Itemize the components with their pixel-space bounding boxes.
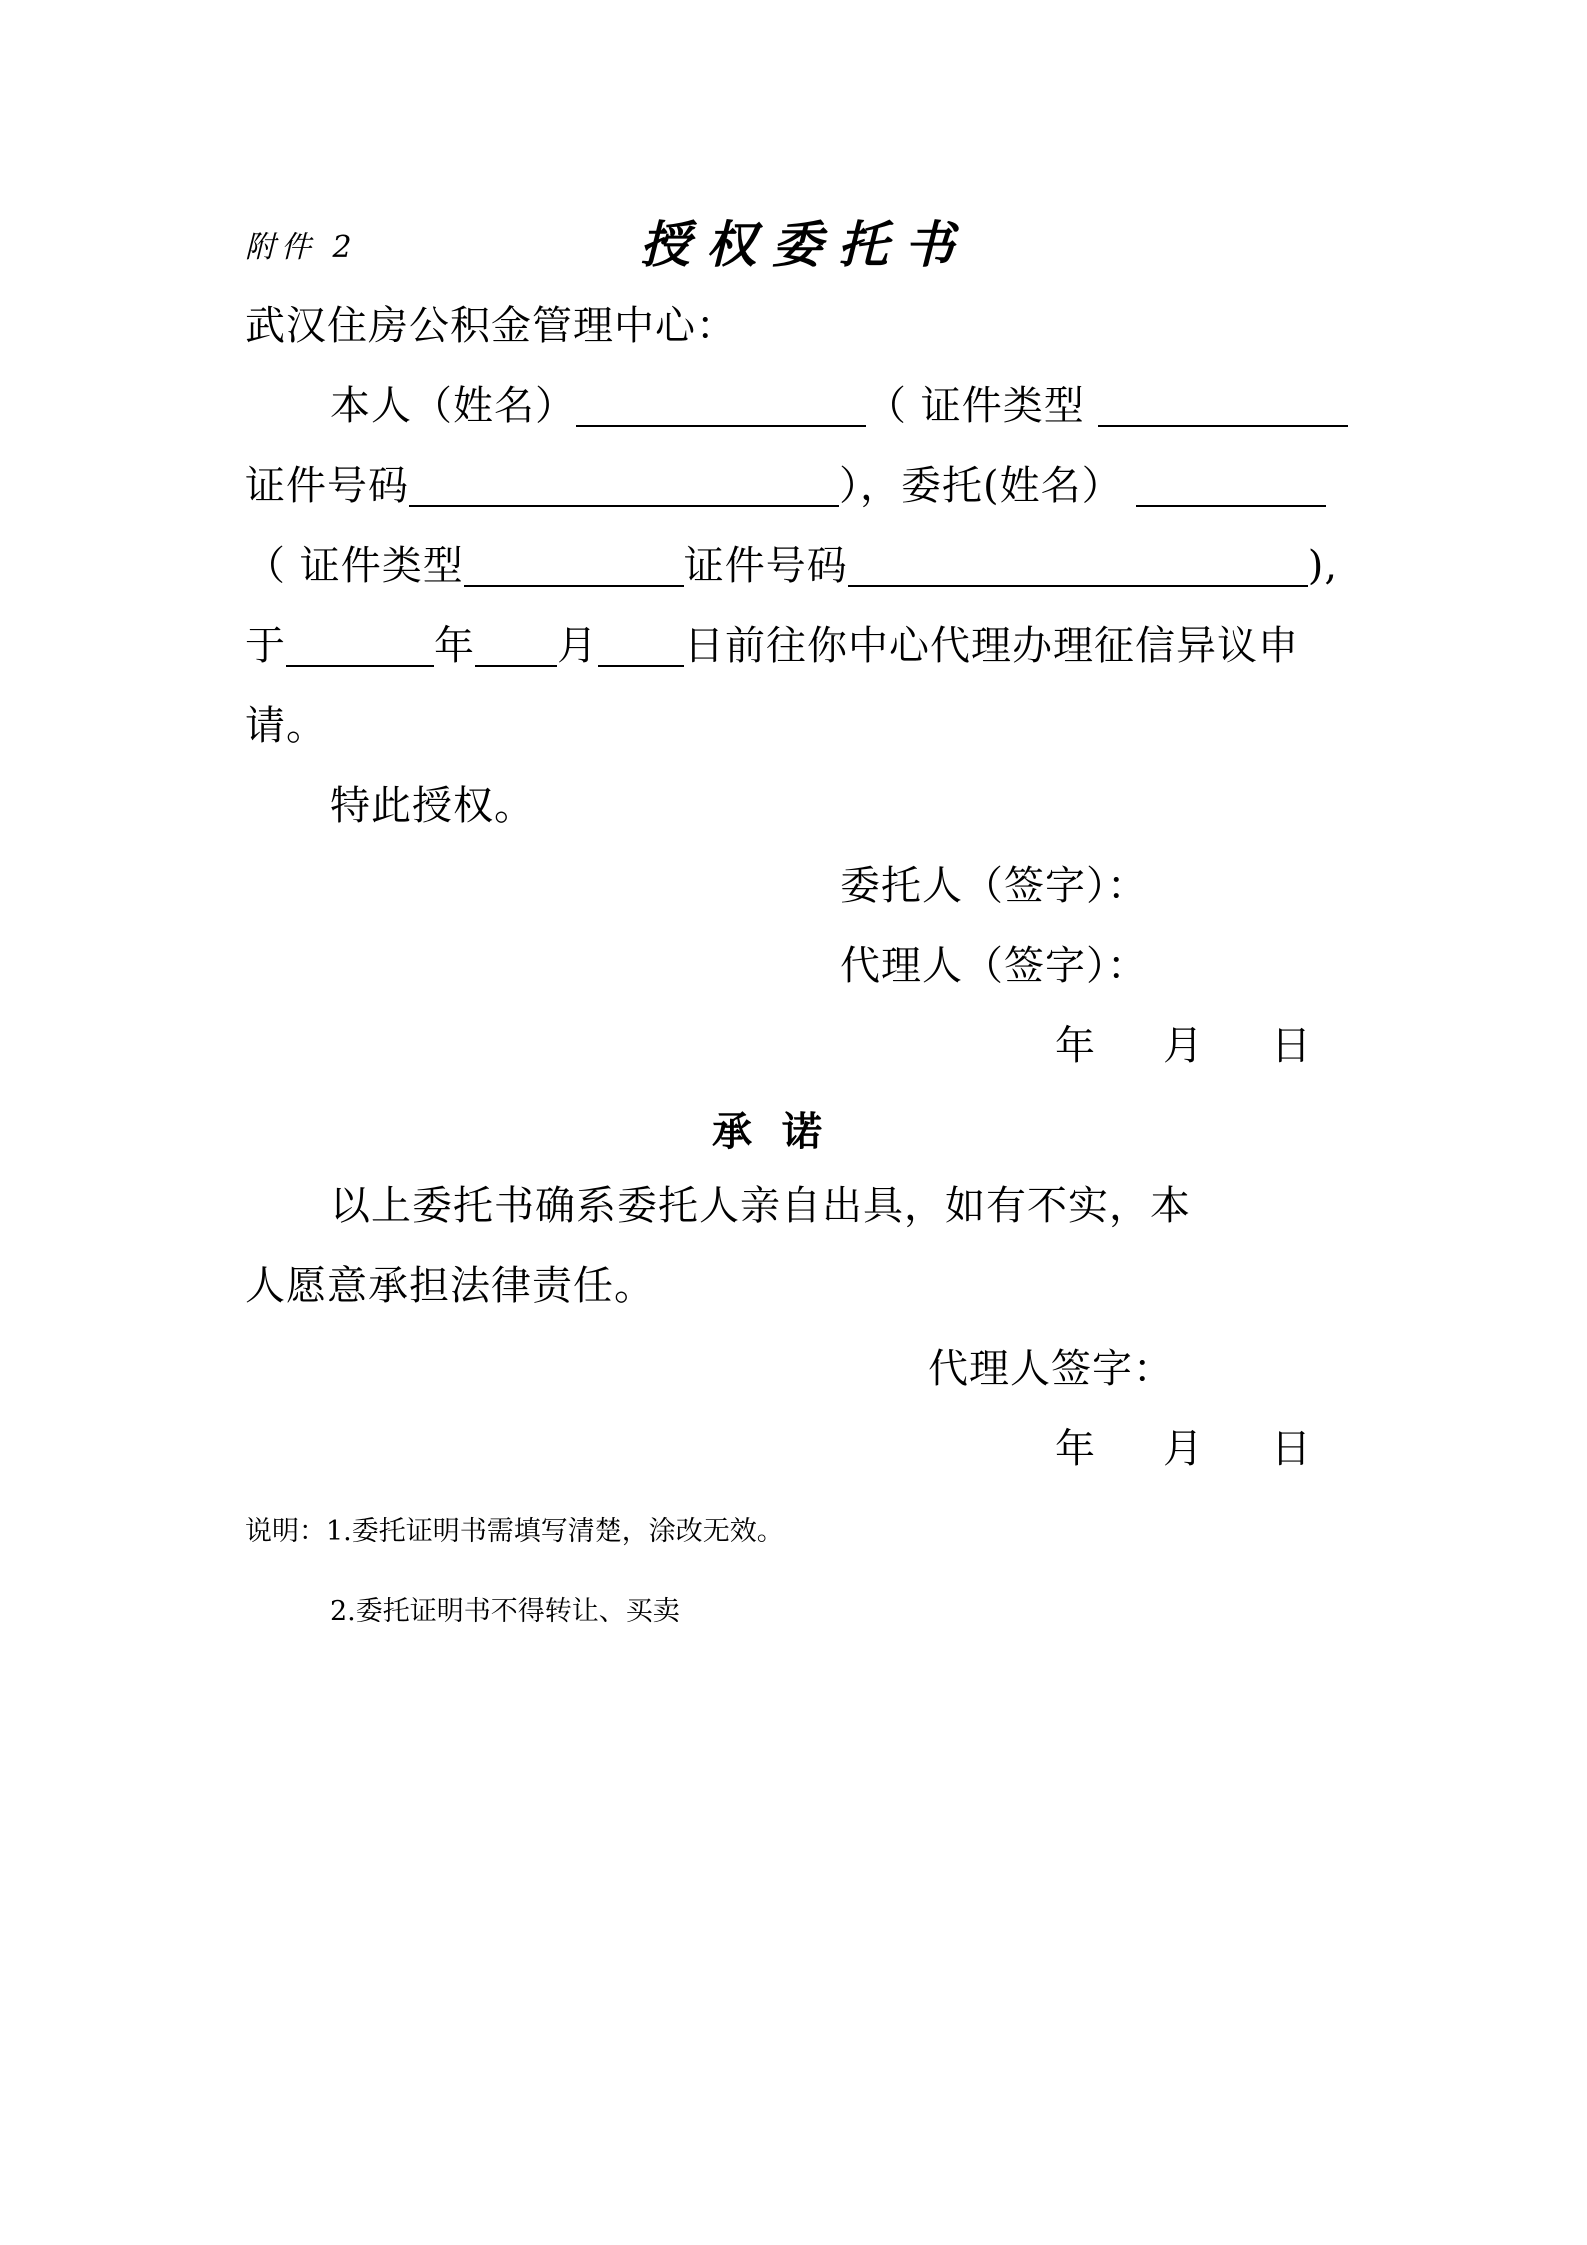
day-field[interactable] bbox=[598, 625, 684, 667]
letter-date-year: 年 bbox=[1055, 1023, 1095, 1069]
agent-id-close: ), bbox=[1307, 543, 1339, 589]
agent-name-field[interactable] bbox=[1136, 465, 1326, 507]
month-label: 月 bbox=[557, 623, 598, 669]
year-field[interactable] bbox=[286, 625, 434, 667]
pledge-date bbox=[1055, 1425, 1379, 1473]
date-purpose-line bbox=[245, 622, 1299, 670]
document-title: 授权委托书 bbox=[640, 215, 970, 274]
agent-id-type-label: （ 证件类型 bbox=[245, 543, 464, 589]
pledge-date-year: 年 bbox=[1055, 1426, 1095, 1472]
attachment-label: 附件 2 bbox=[245, 230, 358, 265]
principal-id-type-label: （ 证件类型 bbox=[866, 383, 1085, 429]
agent-id-line bbox=[245, 542, 1338, 590]
agent-signature-label: 代理人（签字）： bbox=[840, 943, 1148, 989]
pledge-agent-signature-label: 代理人签字： bbox=[928, 1346, 1174, 1392]
year-label: 年 bbox=[434, 623, 475, 669]
principal-id-number-field[interactable] bbox=[409, 465, 839, 507]
agent-id-number-field[interactable] bbox=[848, 545, 1308, 587]
letter-date bbox=[1055, 1022, 1379, 1070]
pledge-title: 承诺 bbox=[712, 1108, 852, 1155]
date-prefix: 于 bbox=[245, 623, 286, 669]
pledge-date-day: 日 bbox=[1271, 1426, 1311, 1472]
letter-date-month: 月 bbox=[1163, 1023, 1203, 1069]
note-1: 说明：1.委托证明书需填写清楚，涂改无效。 bbox=[245, 1516, 784, 1547]
agent-id-type-field[interactable] bbox=[464, 545, 684, 587]
principal-name-label: 本人（姓名） bbox=[330, 383, 576, 429]
closing-text: 特此授权。 bbox=[330, 783, 535, 829]
purpose-text: 日前往你中心代理办理征信异议申 bbox=[684, 623, 1299, 669]
principal-name-field[interactable] bbox=[576, 385, 866, 427]
agent-name-label: ），委托(姓名） bbox=[839, 463, 1123, 509]
principal-id-number-label: 证件号码 bbox=[245, 463, 409, 509]
purpose-text-end: 请。 bbox=[245, 703, 327, 749]
month-field[interactable] bbox=[475, 625, 557, 667]
principal-id-type-field[interactable] bbox=[1098, 385, 1348, 427]
note-2: 2.委托证明书不得转让、买卖 bbox=[330, 1596, 680, 1627]
principal-signature-label: 委托人（签字）： bbox=[840, 863, 1148, 909]
principal-line bbox=[330, 382, 1348, 430]
pledge-text-1: 以上委托书确系委托人亲自出具，如有不实，本 bbox=[330, 1183, 1191, 1229]
pledge-date-month: 月 bbox=[1163, 1426, 1203, 1472]
agent-id-number-label: 证件号码 bbox=[683, 543, 848, 589]
addressee: 武汉住房公积金管理中心： bbox=[245, 303, 737, 349]
principal-id-line bbox=[245, 462, 1326, 510]
pledge-text-2: 人愿意承担法律责任。 bbox=[245, 1263, 655, 1309]
letter-date-day: 日 bbox=[1271, 1023, 1311, 1069]
